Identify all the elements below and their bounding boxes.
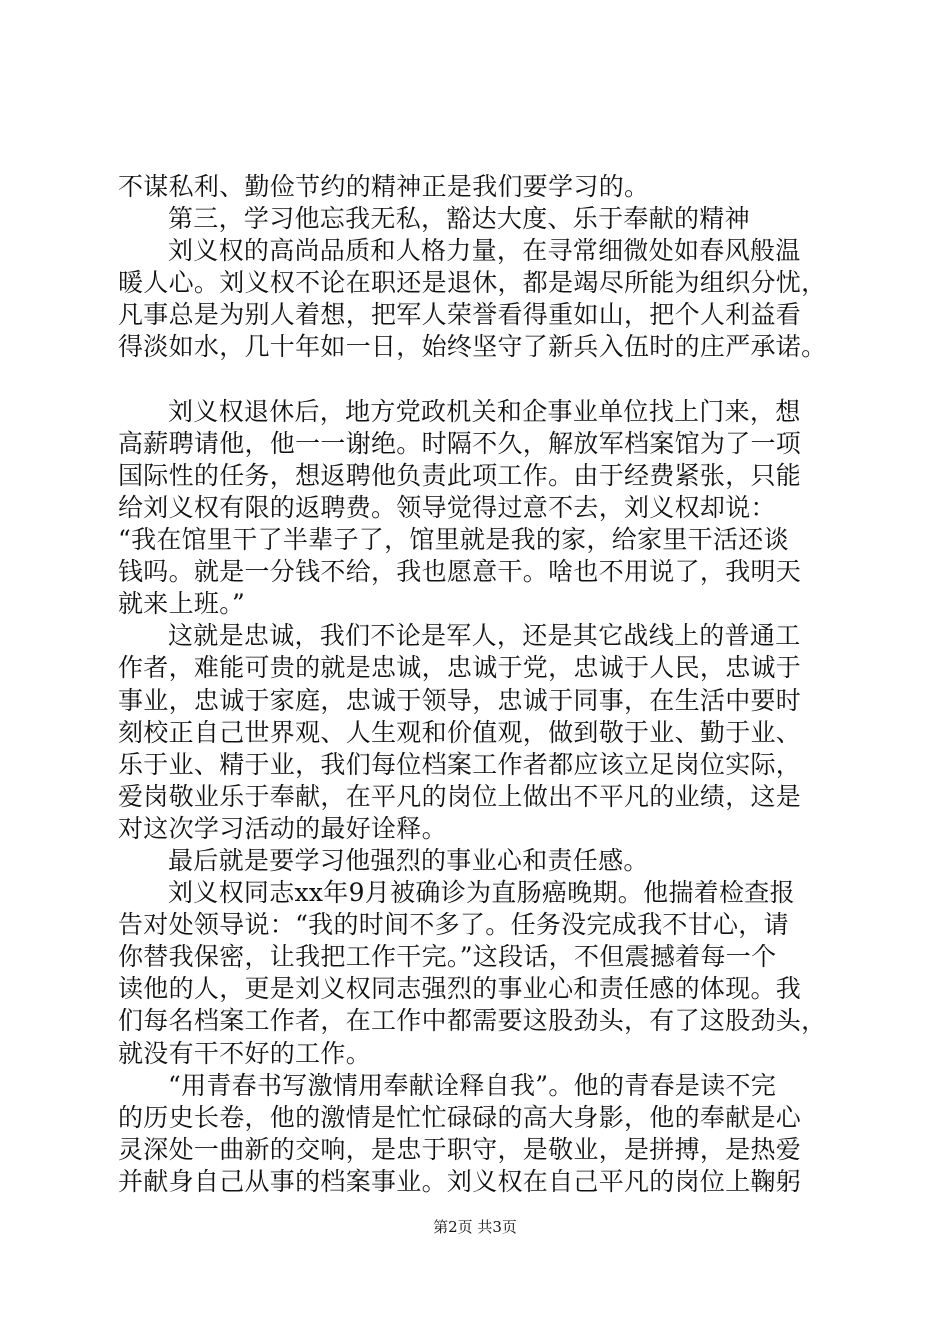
paragraph-line: 刘义权退休后，地方党政机关和企事业单位找上门来，想	[168, 396, 801, 426]
document-body	[118, 171, 838, 1198]
paragraph-line: 钱吗。就是一分钱不给，我也愿意干。啥也不用说了，我明天	[118, 557, 802, 587]
paragraph-line: 灵深处一曲新的交响，是忠于职守，是敬业，是拼搏，是热爱	[118, 1134, 802, 1164]
paragraph-line: 并献身自己从事的档案事业。刘义权在自己平凡的岗位上鞠躬	[118, 1166, 802, 1196]
paragraph-line: 刻校正自己世界观、人生观和价值观，做到敬于业、勤于业、	[118, 717, 802, 747]
paragraph-line: 最后就是要学习他强烈的事业心和责任感。	[168, 845, 649, 875]
paragraph-line: 作者，难能可贵的就是忠诚，忠诚于党，忠诚于人民，忠诚于	[118, 653, 802, 683]
blank-line	[118, 364, 838, 396]
paragraph-line: 暖人心。刘义权不论在职还是退休，都是竭尽所能为组织分忧，	[118, 268, 827, 298]
paragraph-line: 告对处领导说：“我的时间不多了。任务没完成我不甘心，请	[118, 910, 789, 940]
paragraph-line: 凡事总是为别人着想，把军人荣誉看得重如山，把个人利益看	[118, 300, 802, 330]
paragraph-line: 乐于业、精于业，我们每位档案工作者都应该立足岗位实际，	[118, 749, 802, 779]
paragraph-line: 国际性的任务，想返聘他负责此项工作。由于经费紧张，只能	[118, 460, 802, 490]
paragraph-line: 对这次学习活动的最好诠释。	[118, 813, 447, 843]
page-number: 第2页 共3页	[433, 1218, 517, 1236]
paragraph-line: 给刘义权有限的返聘费。领导觉得过意不去，刘义权却说：	[118, 492, 776, 522]
paragraph-line: 的历史长卷，他的激情是忙忙碌碌的高大身影，他的奉献是心	[118, 1102, 802, 1132]
paragraph-line: 这就是忠诚，我们不论是军人，还是其它战线上的普通工	[168, 621, 801, 651]
paragraph-line: 事业，忠诚于家庭，忠诚于领导，忠诚于同事，在生活中要时	[118, 685, 802, 715]
paragraph-line: 爱岗敬业乐于奉献，在平凡的岗位上做出不平凡的业绩，这是	[118, 781, 802, 811]
paragraph-line: 刘义权的高尚品质和人格力量，在寻常细微处如春风般温	[168, 236, 801, 266]
paragraph-line: 得淡如水，几十年如一日，始终坚守了新兵入伍时的庄严承诺。	[118, 332, 827, 362]
paragraph-line: 读他的人，更是刘义权同志强烈的事业心和责任感的体现。我	[118, 974, 802, 1004]
paragraph-line: 们每名档案工作者，在工作中都需要这股劲头，有了这股劲头，	[118, 1006, 827, 1036]
section-heading: 第三，学习他忘我无私，豁达大度、乐于奉献的精神	[168, 204, 750, 234]
paragraph-line: “用青春书写激情用奉献诠释自我”。他的青春是读不完	[168, 1070, 777, 1100]
paragraph-line: 就没有干不好的工作。	[118, 1038, 372, 1068]
paragraph-line: 高薪聘请他，他一一谢绝。时隔不久，解放军档案馆为了一项	[118, 428, 802, 458]
paragraph-line: 不谋私利、勤俭节约的精神正是我们要学习的。	[118, 172, 650, 201]
page-footer	[0, 1217, 950, 1237]
paragraph-line: 你替我保密，让我把工作干完。”这段话，不但震撼着每一个	[118, 942, 777, 972]
paragraph-line: 就来上班。”	[118, 589, 246, 619]
paragraph-line: “我在馆里干了半辈子了，馆里就是我的家，给家里干活还谈	[118, 525, 789, 555]
paragraph-line: 刘义权同志xx年9月被确诊为直肠癌晚期。他揣着检查报	[168, 878, 795, 908]
